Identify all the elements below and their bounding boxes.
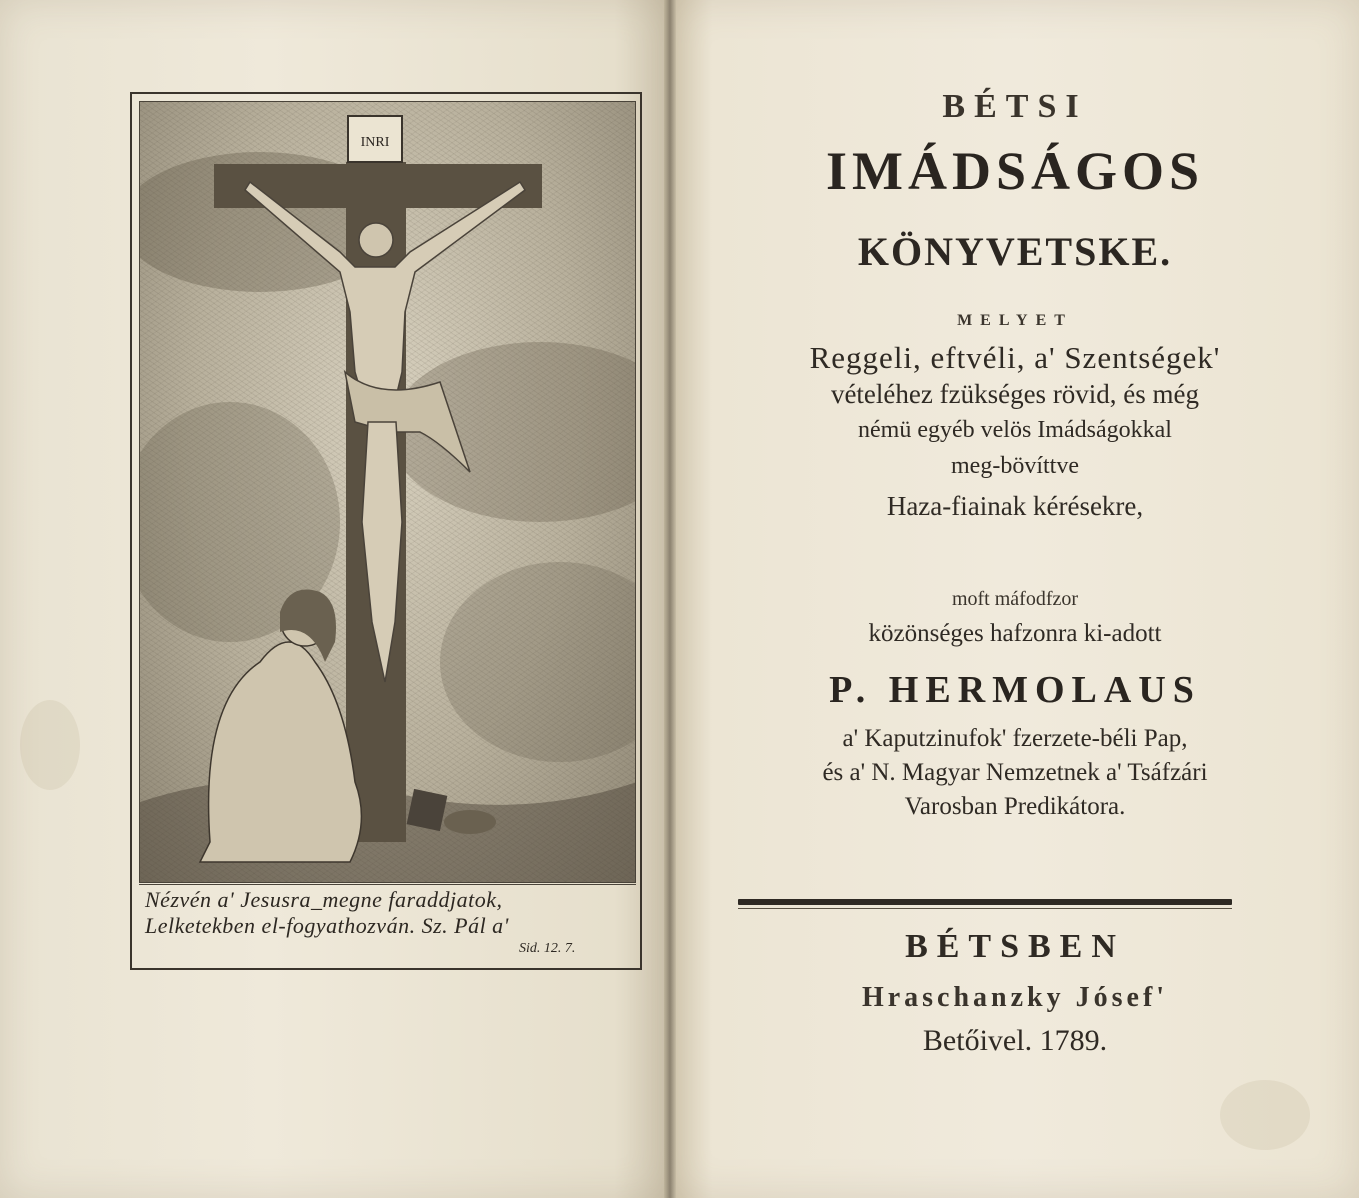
author-description-line: Varosban Predikátora. [904,793,1126,820]
title-line-betsi: BÉTSI [942,88,1088,125]
imprint-place: BÉTSBEN [905,928,1125,965]
edition-line: moft máfodfzor [951,588,1079,610]
title-main: IMÁDSÁGOS [825,141,1205,201]
title-description [671,340,1359,524]
author-name: P. HERMOLAUS [829,669,1201,711]
author-description-line: és a' N. Magyar Nemzetnek a' Tsáfzári [822,759,1208,786]
caption-line: Lelketekben el-fogyathozván. Sz. Pál a' [145,913,509,938]
edition-line: közönséges hafzonra ki-adott [868,620,1162,647]
decorative-rule [738,899,1232,905]
description-line: vételéhez fzükséges rövid, és még [830,379,1200,409]
crucifixion-engraving [139,101,636,883]
author-description [671,722,1359,824]
engraving-illustration [140,102,636,883]
caption-reference: Sid. 12. 7. [519,941,576,956]
engraving-caption [139,884,636,964]
imprint-year: Betőivel. 1789. [922,1024,1108,1057]
description-line: meg-bövíttve [951,453,1079,479]
description-line: némü egyéb velös Imádságokkal [858,417,1172,443]
description-line: Reggeli, eftvéli, a' Szentségek' [809,340,1221,375]
author-description-line: a' Kaputzinufok' fzerzete-béli Pap, [842,725,1188,752]
imprint-printer: Hraschanzky Jósef' [861,982,1169,1013]
title-melyet: MELYET [957,312,1073,329]
inri-plaque-text: INRI [360,135,390,150]
title-subtitle: KÖNYVETSKE. [857,229,1173,274]
stain [20,700,80,790]
description-line: Haza-fiainak kérésekre, [886,491,1144,521]
caption-line: Nézvén a' Jesusra_megne faraddjatok, [145,887,503,912]
stain [1220,1080,1310,1150]
decorative-rule-thin [738,908,1232,909]
